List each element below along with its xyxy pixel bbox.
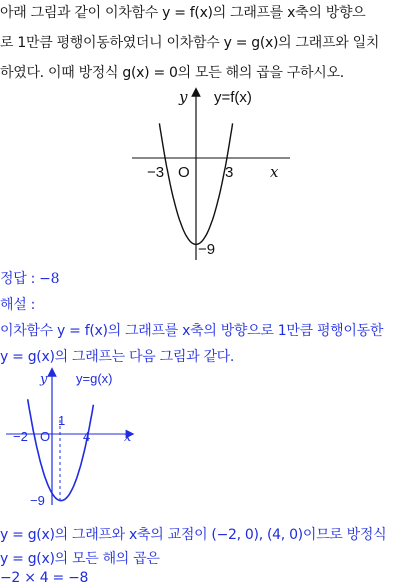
solution-heading: 해설 : [0, 297, 36, 313]
root-right-label-f: 3 [225, 164, 234, 181]
graph-g [0, 365, 170, 515]
x-axis-label-f: x [270, 163, 279, 181]
solution-line-1: 이차함수 y = f(x)의 그래프를 x축의 방향으로 1만큼 평행이동한 [0, 323, 384, 339]
symmetry-label-g: 1 [58, 413, 66, 428]
vertex-label-g: −9 [30, 493, 45, 508]
problem-line-1: 아래 그림과 같이 이차함수 y = f(x)의 그래프를 x축의 방향으 [0, 5, 366, 21]
origin-label-g: O [40, 429, 51, 444]
origin-label-f: O [178, 164, 190, 181]
solution-line-3: y = g(x)의 그래프와 x축의 교점이 (−2, 0), (4, 0)이므로 방정식 [0, 527, 387, 543]
vertex-label-f: −9 [198, 241, 216, 258]
solution-line-4: y = g(x)의 모든 해의 곱은 [0, 551, 160, 567]
solution-line-2: y = g(x)의 그래프는 다음 그림과 같다. [0, 349, 235, 365]
curve-label-g: y=g(x) [76, 371, 113, 386]
answer-value: −8 [39, 271, 60, 287]
y-axis-label-f: y [179, 88, 188, 106]
graph-f [0, 80, 400, 260]
curve-label-f: y=f(x) [214, 89, 252, 106]
problem-line-3: 하였다. 이때 방정식 g(x) = 0의 모든 해의 곱을 구하시오. [0, 65, 344, 81]
solution-line-5: −2 × 4 = −8 [0, 570, 89, 586]
root-right-label-g: 4 [83, 429, 91, 444]
answer-line [0, 268, 59, 288]
root-left-label-f: −3 [147, 164, 165, 181]
root-left-label-g: −2 [13, 429, 28, 444]
problem-line-2: 로 1만큼 평행이동하였더니 이차함수 y = g(x)의 그래프와 일치 [0, 35, 380, 51]
x-axis-label-g: x [124, 430, 132, 445]
y-axis-label-g: y [40, 372, 48, 387]
answer-label: 정답 : [0, 271, 36, 287]
